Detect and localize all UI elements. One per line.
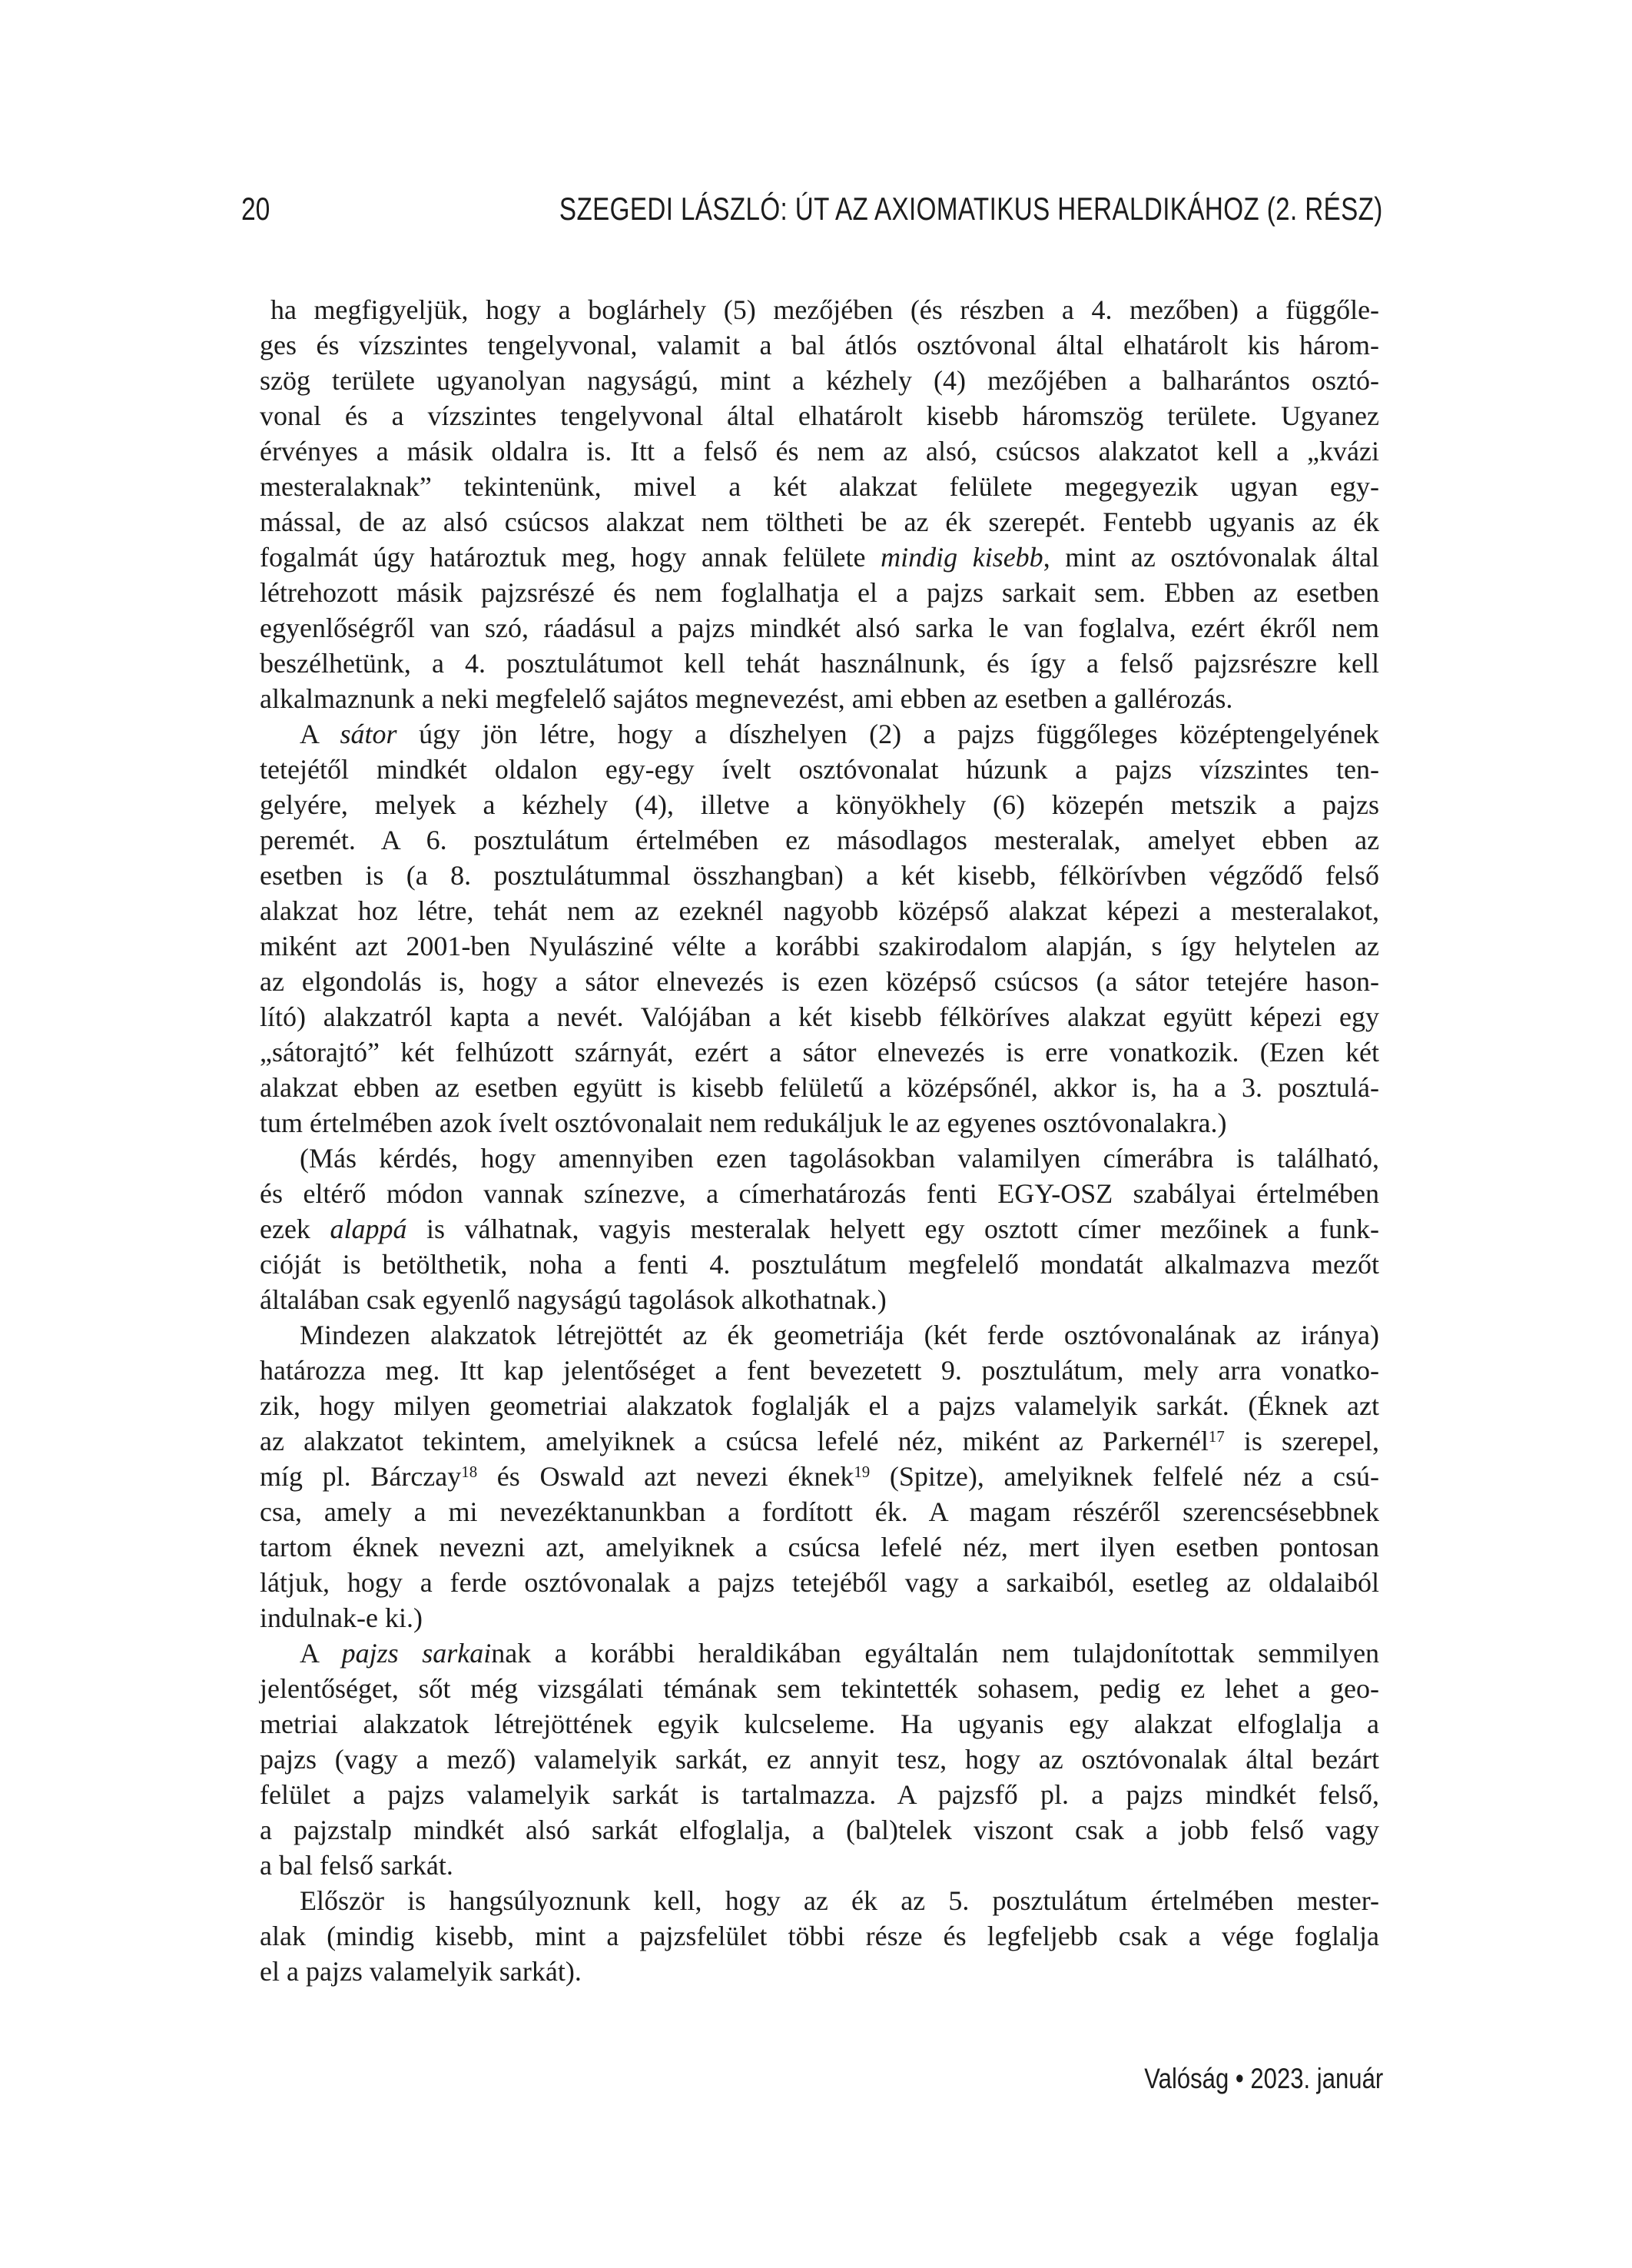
- text-line: létrehozott másik pajzsrészé és nem foglalhatja el a pajzs sarkait sem. Ebben az esetben: [260, 577, 1379, 608]
- text-line: csa, amely a mi nevezéktanunkban a fordított ék. A magam részéről szerencsésebbnek: [260, 1496, 1379, 1527]
- text-line: metriai alakzatok létrejöttének egyik kulcseleme. Ha ugyanis egy alakzat elfoglalja a: [260, 1708, 1379, 1739]
- text-line: egyenlőségről van szó, ráadásul a pajzs mindkét alsó sarka le van foglalva, ezért ékről nem: [260, 613, 1380, 643]
- text-line: látjuk, hogy a ferde osztóvonalak a pajzs tetejéből vagy a sarkaiból, esetleg az oldalaiból: [260, 1567, 1379, 1598]
- text-line: mesteralaknak” tekintenünk, mivel a két alakzat felülete megegyezik ugyan egy-: [260, 471, 1379, 502]
- body-text: [260, 292, 1379, 1989]
- text-line: lító) alakzatról kapta a nevét. Valójában a két kisebb félköríves alakzat együtt képezi egy: [260, 1001, 1380, 1032]
- text-line: beszélhetünk, a 4. posztulátumot kell tehát használnunk, és így a felső pajzsrészre kell: [260, 648, 1379, 679]
- text-line: alkalmaznunk a neki megfelelő sajátos megnevezést, ami ebben az esetben a gallérozás.: [260, 683, 1233, 714]
- page-number: 20: [241, 191, 270, 227]
- text-line: „sátorajtó” két felhúzott szárnyát, ezért a sátor elnevezés is erre vonatkozik. (Ezen két: [260, 1037, 1379, 1068]
- text-line: peremét. A 6. posztulátum értelmében ez másodlagos mesteralak, amelyet ebben az: [260, 825, 1380, 855]
- text-line: ha megfigyeljük, hogy a boglárhely (5) mezőjében (és részben a 4. mezőben) a függőle-: [270, 294, 1380, 325]
- running-header: SZEGEDI LÁSZLÓ: ÚT AZ AXIOMATIKUS HERALDIKÁHOZ (2. RÉSZ): [559, 191, 1383, 227]
- text-line: pajzs (vagy a mező) valamelyik sarkát, ez annyit tesz, hogy az osztóvonalak által bezárt: [260, 1744, 1379, 1775]
- text-line: indulnak-e ki.): [260, 1602, 423, 1633]
- text-line: vonal és a vízszintes tengelyvonal által elhatárolt kisebb háromszög területe. Ugyanez: [260, 400, 1379, 431]
- text-line: miként azt 2001-ben Nyulásziné vélte a korábbi szakirodalom alapján, s így helytelen az: [260, 931, 1379, 961]
- text-line: az elgondolás is, hogy a sátor elnevezés is ezen középső csúcsos (a sátor tetejére hason-: [260, 966, 1379, 997]
- journal-footer: Valóság • 2023. január: [1144, 2063, 1383, 2094]
- text-line: és eltérő módon vannak színezve, a címerhatározás fenti EGY-OSZ szabályai értelmében: [260, 1178, 1379, 1209]
- text-line: szög területe ugyanolyan nagyságú, mint a kézhely (4) mezőjében a balharántos osztó-: [260, 365, 1379, 396]
- text-line: alakzat ebben az esetben együtt is kisebb felületű a középsőnél, akkor is, ha a 3. posztulá-: [260, 1072, 1379, 1103]
- text-line: tetejétől mindkét oldalon egy-egy ívelt osztóvonalat húzunk a pajzs vízszintes ten-: [260, 754, 1379, 785]
- text-line: határozza meg. Itt kap jelentőséget a fent bevezetett 9. posztulátum, mely arra vonatko-: [260, 1355, 1379, 1386]
- text-line: A sátor úgy jön létre, hogy a díszhelyen (2) a pajzs függőleges középtengelyének: [300, 719, 1380, 749]
- text-line: az alakzatot tekintem, amelyiknek a csúcsa lefelé néz, miként az Parkernél$^{17}$ is szerepel,: [260, 1426, 1379, 1456]
- text-line: általában csak egyenlő nagyságú tagolások alkothatnak.): [260, 1284, 887, 1315]
- text-line: alak (mindig kisebb, mint a pajzsfelület többi része és legfeljebb csak a vége foglalja: [260, 1921, 1379, 1951]
- text-line: alakzat hoz létre, tehát nem az ezeknél nagyobb középső alakzat képezi a mesteralakot,: [260, 895, 1379, 926]
- text-line: A pajzs sarkainak a korábbi heraldikában egyáltalán nem tulajdonítottak semmilyen: [300, 1638, 1380, 1669]
- text-line: esetben is (a 8. posztulátummal összhangban) a két kisebb, félkörívben végződő felső: [260, 860, 1379, 891]
- text-line: a bal felső sarkát.: [260, 1850, 453, 1881]
- text-line: fogalmát úgy határoztuk meg, hogy annak felülete mindig kisebb, mint az osztóvonalak által: [260, 542, 1380, 573]
- text-line: míg pl. Bárczay$^{18}$ és Oswald azt nevezi éknek$^{19}$ (Spitze), amelyiknek felfelé néz a csú-: [260, 1461, 1379, 1492]
- text-line: jelentőséget, sőt még vizsgálati témának sem tekintették sohasem, pedig ez lehet a geo-: [260, 1673, 1380, 1704]
- text-line: zik, hogy milyen geometriai alakzatok foglalják el a pajzs valamelyik sarkát. (Éknek azt: [260, 1390, 1379, 1421]
- text-line: ezek alappá is válhatnak, vagyis mesteralak helyett egy osztott címer mezőinek a funk-: [260, 1214, 1379, 1244]
- text-line: el a pajzs valamelyik sarkát).: [260, 1956, 582, 1987]
- text-line: cióját is betölthetik, noha a fenti 4. posztulátum megfelelő mondatát alkalmazva mezőt: [260, 1249, 1379, 1280]
- text-line: érvényes a másik oldalra is. Itt a felső és nem az alsó, csúcsos alakzatot kell a „kvázi: [260, 436, 1379, 467]
- text-line: mással, de az alsó csúcsos alakzat nem töltheti be az ék szerepét. Fentebb ugyanis az ék: [260, 506, 1380, 537]
- text-line: a pajzstalp mindkét alsó sarkát elfoglalja, a (bal)telek viszont csak a jobb felső vagy: [260, 1815, 1379, 1845]
- text-line: felület a pajzs valamelyik sarkát is tartalmazza. A pajzsfő pl. a pajzs mindkét felső,: [260, 1779, 1379, 1810]
- text-line: (Más kérdés, hogy amennyiben ezen tagolásokban valamilyen címerábra is található,: [300, 1143, 1379, 1174]
- text-line: Először is hangsúlyoznunk kell, hogy az ék az 5. posztulátum értelmében mester-: [300, 1885, 1380, 1916]
- text-line: Mindezen alakzatok létrejöttét az ék geometriája (két ferde osztóvonalának az iránya): [300, 1320, 1379, 1350]
- text-line: tartom éknek nevezni azt, amelyiknek a csúcsa lefelé néz, mert ilyen esetben pontosan: [260, 1532, 1379, 1562]
- text-line: tum értelmében azok ívelt osztóvonalait nem redukáljuk le az egyenes osztóvonalakra.): [260, 1107, 1227, 1138]
- text-line: gelyére, melyek a kézhely (4), illetve a könyökhely (6) közepén metszik a pajzs: [260, 789, 1380, 820]
- text-line: ges és vízszintes tengelyvonal, valamit a bal átlós osztóvonal által elhatárolt kis három-: [260, 330, 1379, 360]
